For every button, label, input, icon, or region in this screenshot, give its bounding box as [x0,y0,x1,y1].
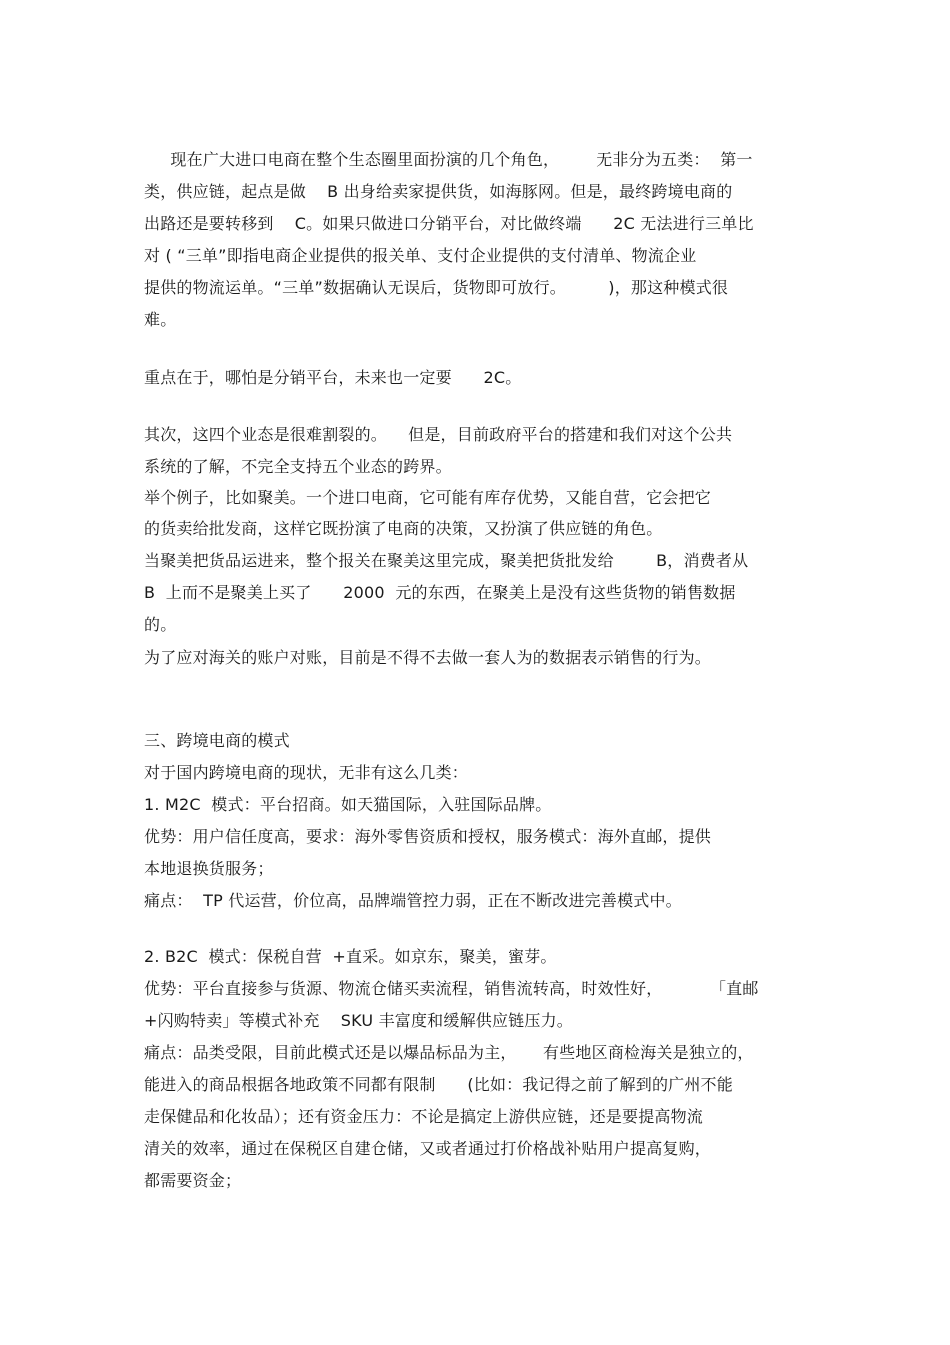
paragraph-5-line-2: 优势：平台直接参与货源、物流仓储买卖流程，销售流转高，时效性好， 「直邮 [144,979,759,998]
paragraph-4-line-1: 对于国内跨境电商的现状，无非有这么几类： [144,763,469,782]
paragraph-3-line-7: 的。 [144,615,177,634]
paragraph-5-line-7: 清关的效率，通过在保税区自建仓储，又或者通过打价格战补贴用户提高复购， [144,1139,712,1158]
paragraph-4-line-4: 本地退换货服务； [144,859,274,878]
paragraph-5-line-5: 能进入的商品根据各地政策不同都有限制 (比如：我记得之前了解到的广州不能 [144,1075,733,1094]
paragraph-4-line-2: 1. M2C 模式：平台招商。如天猫国际，入驻国际品牌。 [144,795,552,814]
paragraph-3-line-3: 举个例子，比如聚美。一个进口电商，它可能有库存优势，又能自营，它会把它 [144,488,712,507]
paragraph-3-line-2: 系统的了解，不完全支持五个业态的跨界。 [144,457,452,476]
paragraph-1-line-2: 类，供应链，起点是做 B 出身给卖家提供货，如海豚网。但是，最终跨境电商的 [144,182,733,201]
paragraph-1-line-5: 提供的物流运单。“三单”数据确认无误后，货物即可放行。 )，那这种模式很 [144,278,729,297]
paragraph-3-line-5: 当聚美把货品运进来，整个报关在聚美这里完成，聚美把货批发给 B，消费者从 [144,551,749,570]
paragraph-5-line-3: +闪购特卖」等模式补充 SKU 丰富度和缓解供应链压力。 [144,1011,573,1030]
paragraph-5-line-8: 都需要资金； [144,1171,242,1190]
paragraph-3-line-4: 的货卖给批发商，这样它既扮演了电商的决策，又扮演了供应链的角色。 [144,519,663,538]
paragraph-3-line-8: 为了应对海关的账户对账，目前是不得不去做一套人为的数据表示销售的行为。 [144,648,712,667]
paragraph-1-line-3: 出路还是要转移到 C。如果只做进口分销平台，对比做终端 2C 无法进行三单比 [144,214,754,233]
paragraph-5-line-6: 走保健品和化妆品）；还有资金压力：不论是搞定上游供应链，还是要提高物流 [144,1107,704,1126]
paragraph-5-line-1: 2. B2C 模式：保税自营 +直采。如京东，聚美，蜜芽。 [144,947,557,966]
paragraph-3-line-6: B 上而不是聚美上买了 2000 元的东西，在聚美上是没有这些货物的销售数据 [144,583,736,602]
paragraph-2-line-1: 重点在于，哪怕是分销平台，未来也一定要 2C。 [144,368,522,387]
paragraph-1-line-1: 现在广大进口电商在整个生态圈里面扮演的几个角色， 无非分为五类： 第一 [144,150,753,169]
paragraph-1-line-6: 难。 [144,310,177,329]
paragraph-1-line-4: 对 ( “三单”即指电商企业提供的报关单、支付企业提供的支付清单、物流企业 [144,246,697,265]
paragraph-3-line-1: 其次，这四个业态是很难割裂的。 但是，目前政府平台的搭建和我们对这个公共 [144,425,733,444]
paragraph-4-line-3: 优势：用户信任度高，要求：海外零售资质和授权，服务模式：海外直邮，提供 [144,827,712,846]
paragraph-4-line-5: 痛点： TP 代运营，价位高，品牌端管控力弱，正在不断改进完善模式中。 [144,891,682,910]
paragraph-5-line-4: 痛点：品类受限，目前此模式还是以爆品标品为主， 有些地区商检海关是独立的， [144,1043,754,1062]
section-title: 三、跨境电商的模式 [144,731,290,750]
